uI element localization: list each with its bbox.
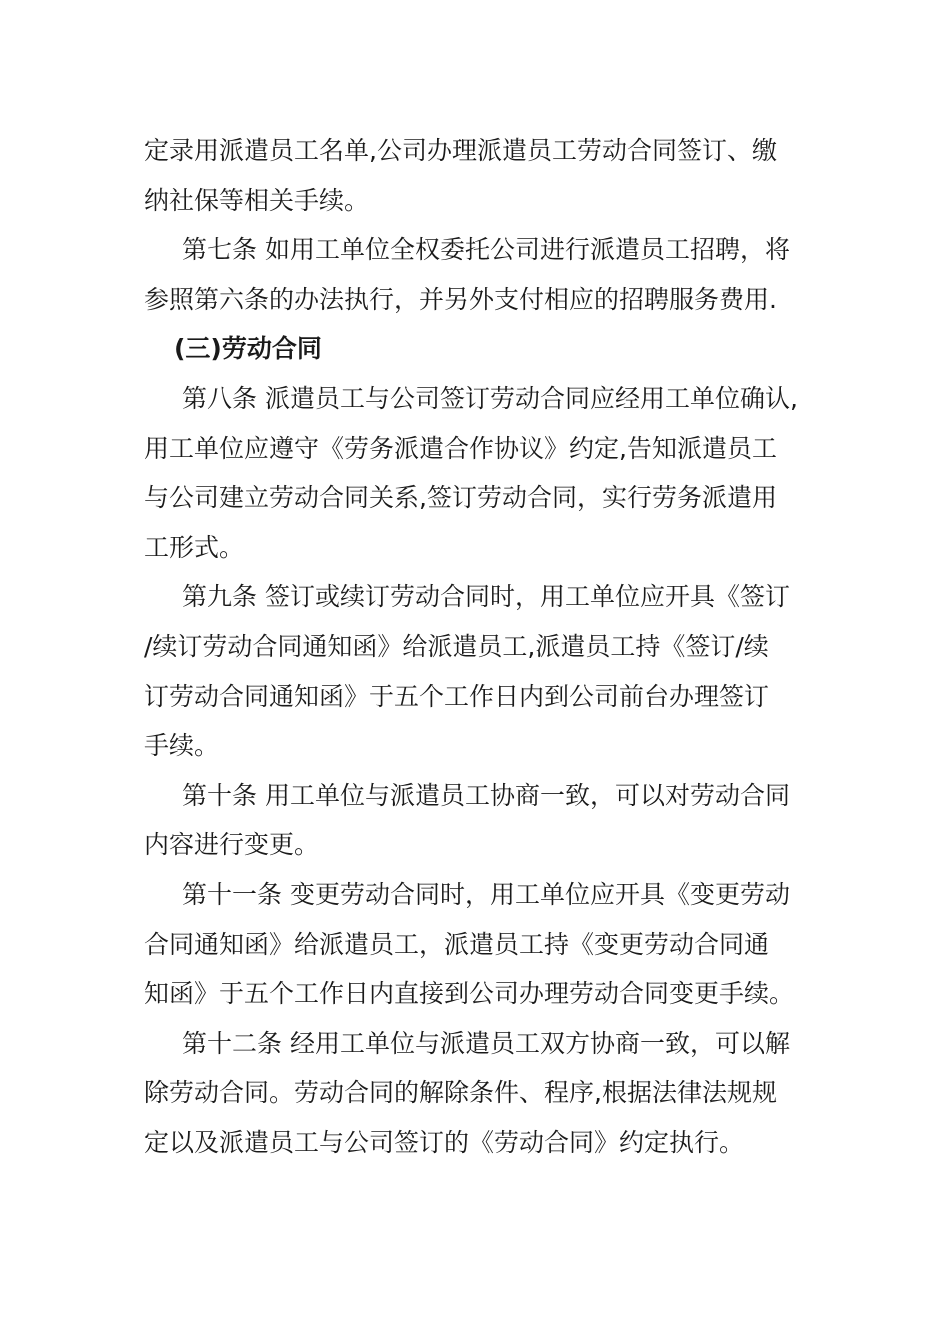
- text-line: /续订劳动合同通知函》给派遣员工,派遣员工持《签订/续: [144, 631, 769, 661]
- article-11-line: 第十一条 变更劳动合同时，用工单位应开具《变更劳动: [182, 879, 790, 909]
- text-line: 除劳动合同。劳动合同的解除条件、程序,根据法律法规规: [144, 1078, 777, 1108]
- article-8-line: 第八条 派遣员工与公司签订劳动合同应经用工单位确认,: [182, 383, 798, 413]
- text-line: 定以及派遣员工与公司签订的《劳动合同》约定执行。: [144, 1127, 745, 1157]
- article-7-line: 第七条 如用工单位全权委托公司进行派遣员工招聘，将: [182, 235, 790, 265]
- article-9-line: 第九条 签订或续订劳动合同时，用工单位应开具《签订: [182, 582, 790, 612]
- text-line: 手续。: [144, 731, 220, 761]
- section-heading: (三)劳动合同: [174, 334, 322, 364]
- document-body: [144, 126, 814, 1167]
- text-line: 合同通知函》给派遣员工，派遣员工持《变更劳动合同通: [144, 929, 770, 959]
- text-line: 内容进行变更。: [144, 830, 320, 860]
- article-10-line: 第十条 用工单位与派遣员工协商一致，可以对劳动合同: [182, 780, 790, 810]
- article-12-line: 第十二条 经用工单位与派遣员工双方协商一致，可以解: [182, 1028, 790, 1058]
- text-line: 与公司建立劳动合同关系,签订劳动合同，实行劳务派遣用: [144, 483, 777, 513]
- text-line: 工形式。: [144, 532, 245, 562]
- text-line: 参照第六条的办法执行，并另外支付相应的招聘服务费用.: [144, 284, 777, 314]
- text-line: 纳社保等相关手续。: [144, 185, 370, 215]
- text-line: 订劳动合同通知函》于五个工作日内到公司前台办理签订: [144, 681, 770, 711]
- text-line: 定录用派遣员工名单,公司办理派遣员工劳动合同签订、缴: [144, 136, 777, 165]
- text-line: 用工单位应遵守《劳务派遣合作协议》约定,告知派遣员工: [144, 433, 777, 463]
- text-line: 知函》于五个工作日内直接到公司办理劳动合同变更手续。: [144, 979, 795, 1009]
